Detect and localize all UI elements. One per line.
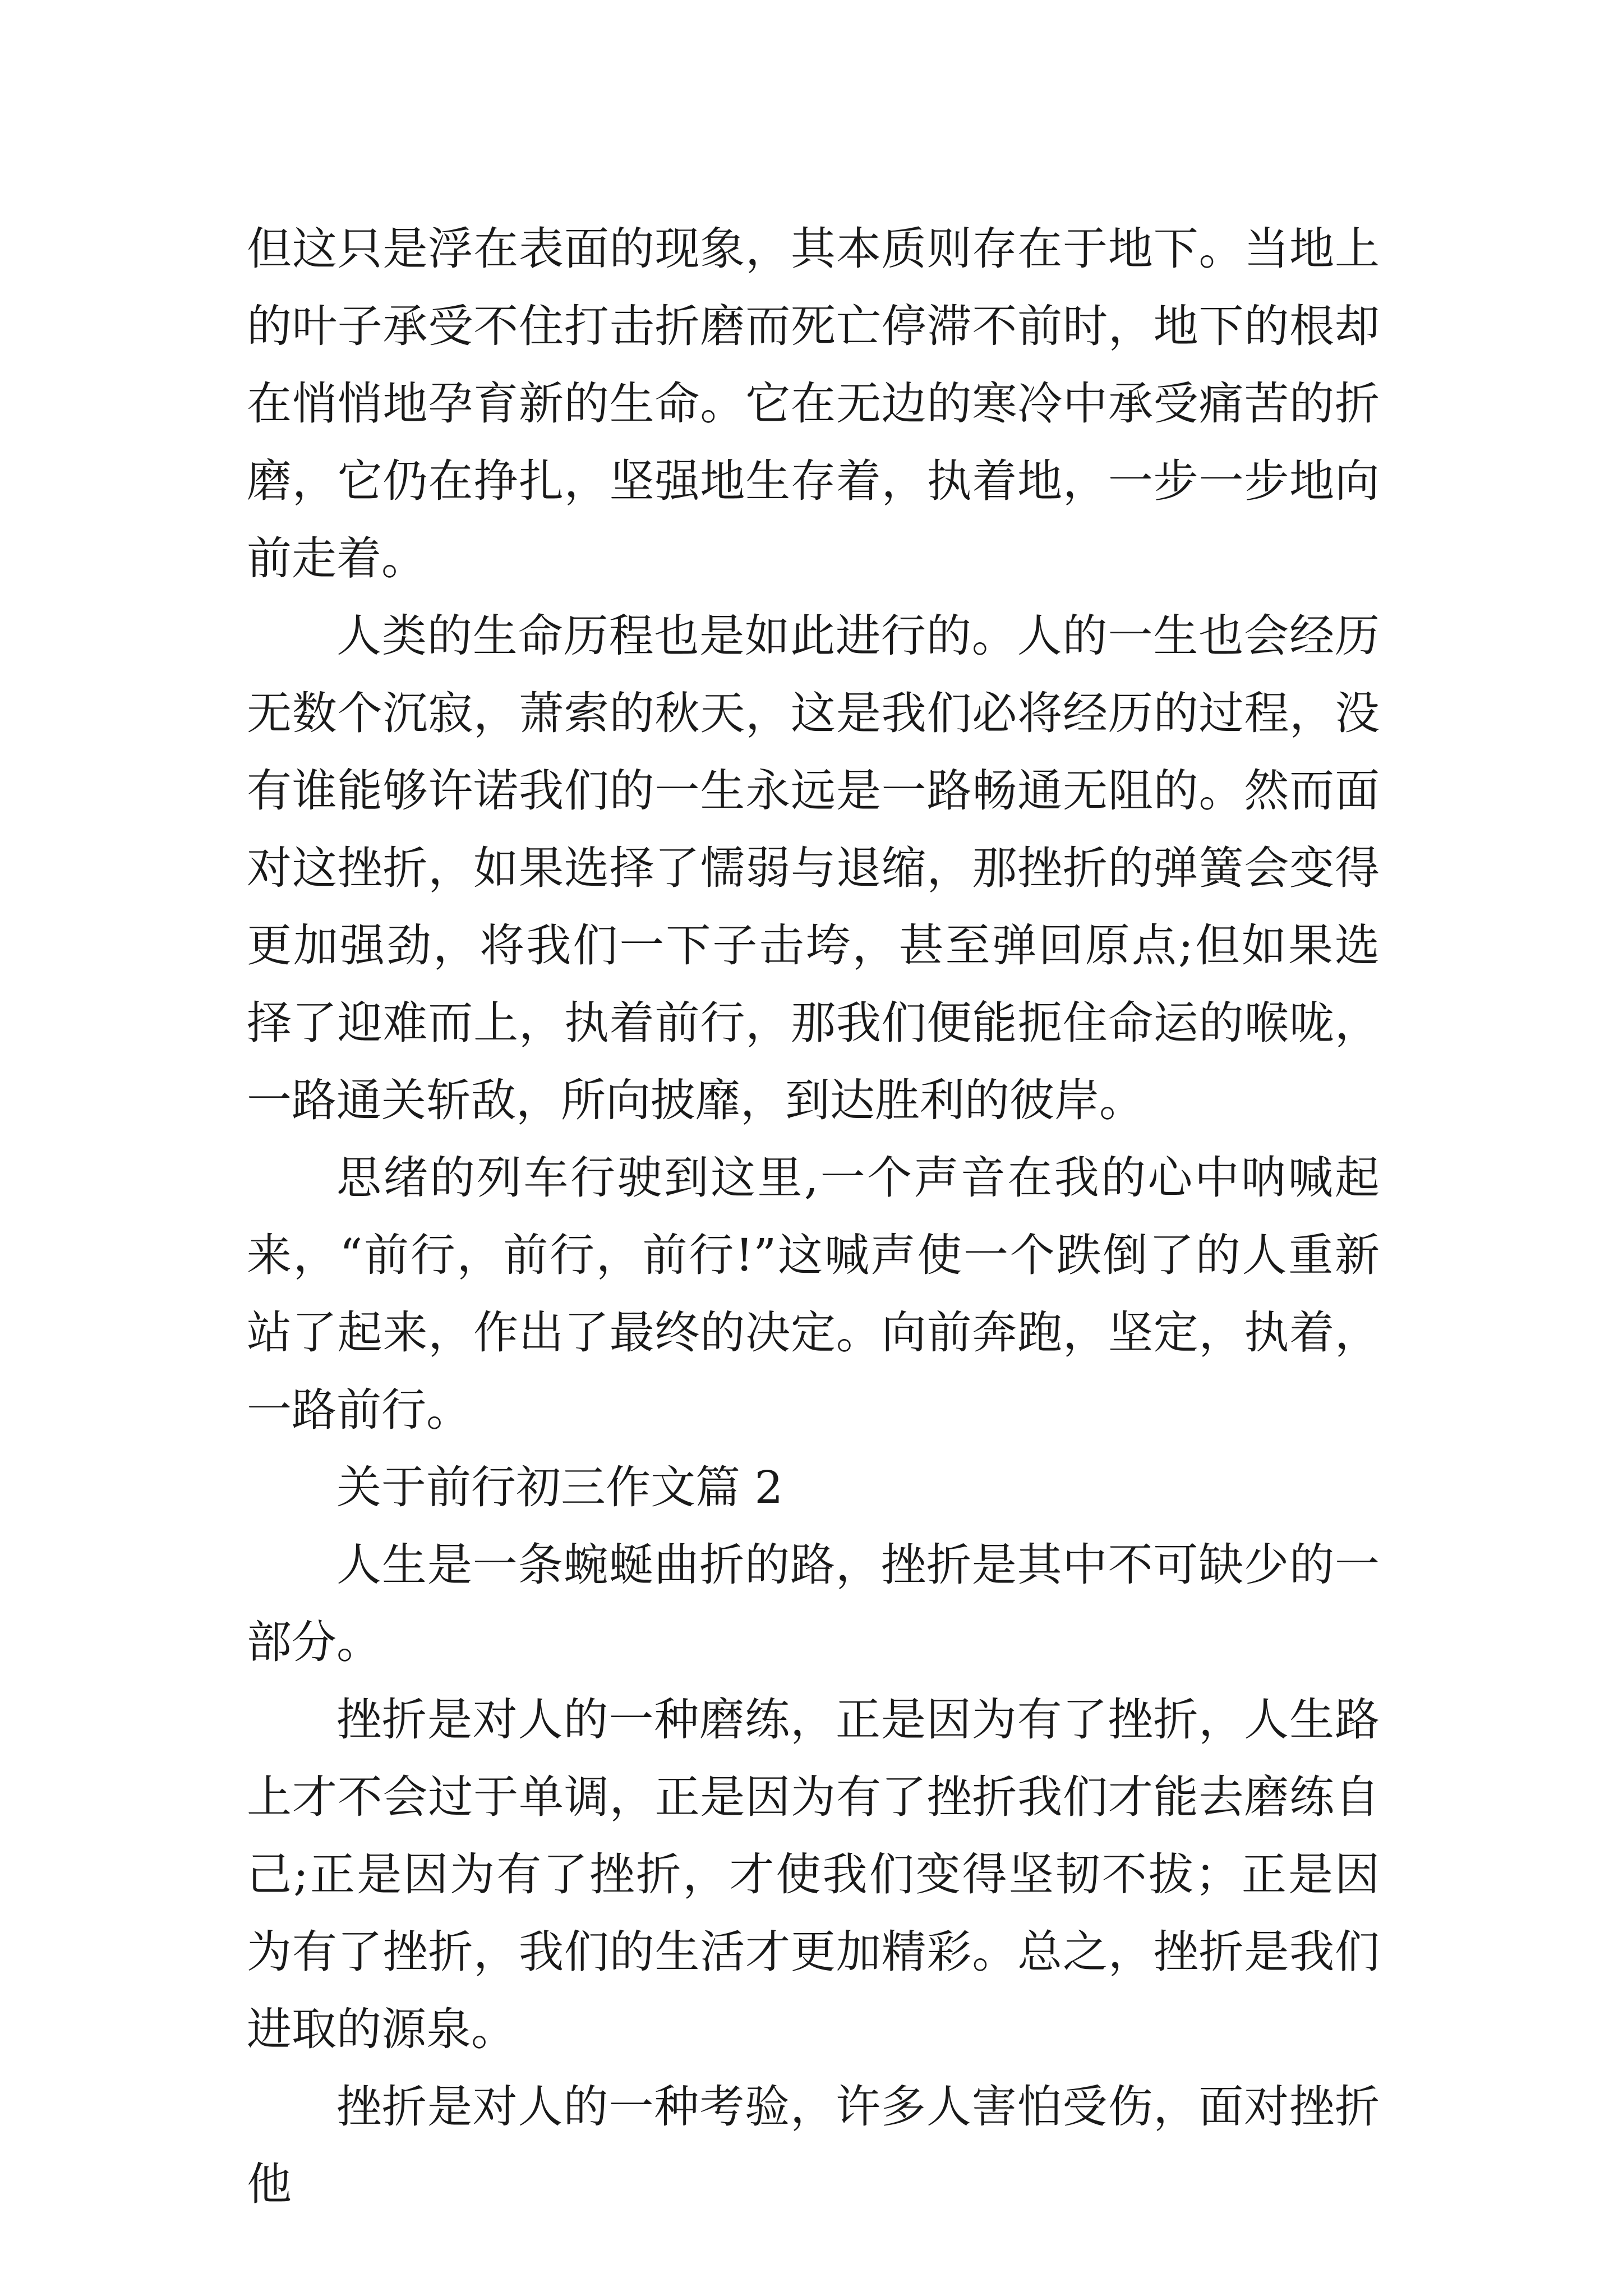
paragraph-1: 但这只是浮在表面的现象，其本质则存在于地下。当地上的叶子承受不住打击折磨而死亡停滞不前时，地下的根却在悄悄地孕育新的生命。它在无边的寒冷中承受痛苦的折磨，它仍在挣扎，坚强地生存着，执着地，一步一步地向前走着。 — [247, 223, 1380, 585]
document-body — [247, 210, 1380, 2223]
section-heading: 关于前行初三作文篇 2 — [336, 1461, 783, 1513]
paragraph-7: 挫折是对人的一种考验，许多人害怕受伤，面对挫折他 — [247, 2081, 1380, 2210]
paragraph-5: 人生是一条蜿蜒曲折的路，挫折是其中不可缺少的一部分。 — [247, 1539, 1380, 1668]
paragraph-2: 人类的生命历程也是如此进行的。人的一生也会经历无数个沉寂，萧索的秋天，这是我们必将经历的过程，没有谁能够许诺我们的一生永远是一路畅通无阻的。然而面对这挫折，如果选择了懦弱与退缩，那挫折的弹簧会变得更加强劲，将我们一下子击垮，甚至弹回原点;但如果选择了迎难而上，执着前行，那我们便能扼住命运的喉咙，一路通关斩敌，所向披靡，到达胜利的彼岸。 — [247, 610, 1380, 1126]
paragraph-6: 挫折是对人的一种磨练，正是因为有了挫折，人生路上才不会过于单调，正是因为有了挫折我们才能去磨练自己;正是因为有了挫折，才使我们变得坚韧不拔；正是因为有了挫折，我们的生活才更加精彩。总之，挫折是我们进取的源泉。 — [247, 1694, 1380, 2055]
paragraph-3: 思绪的列车行驶到这里,一个声音在我的心中呐喊起来，“前行，前行，前行!”这喊声使一个跌倒了的人重新站了起来，作出了最终的决定。向前奔跑，坚定，执着，一路前行。 — [247, 1152, 1380, 1436]
